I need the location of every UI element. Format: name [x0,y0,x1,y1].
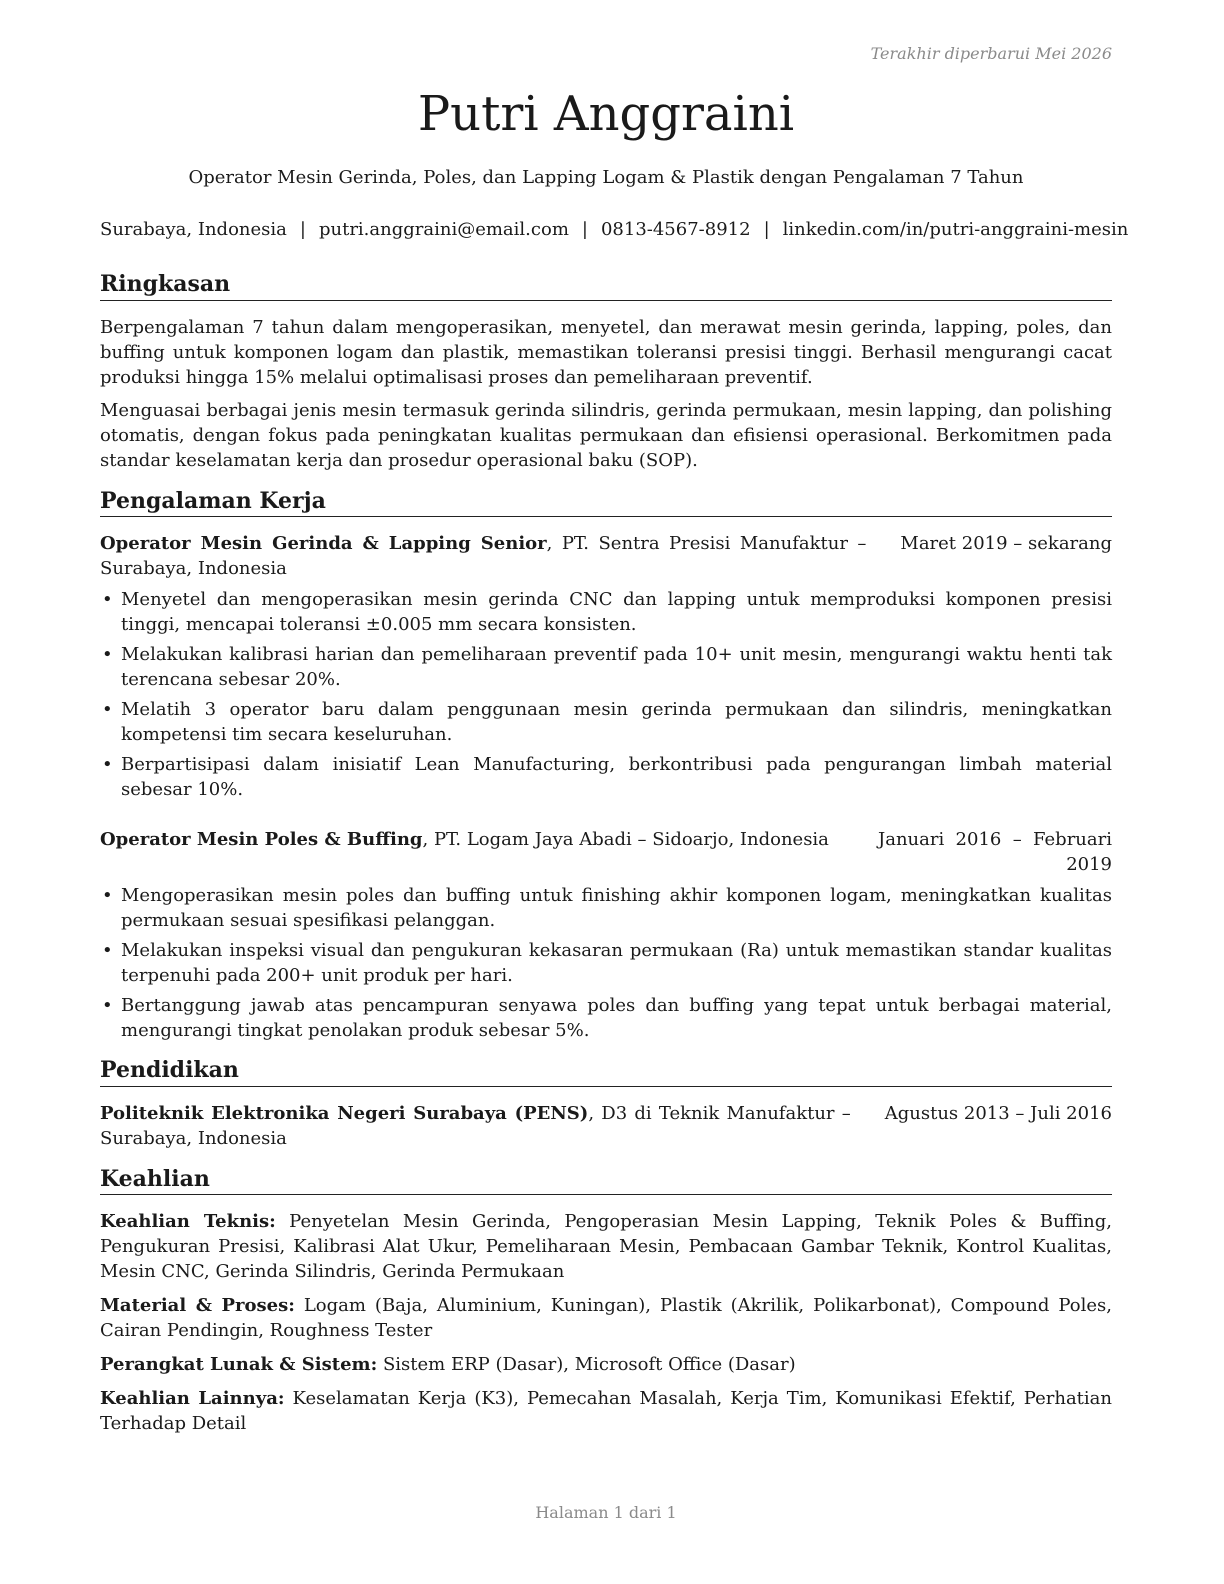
contact-email[interactable]: putri.anggraini@email.com [318,219,569,240]
job-company: , PT. Sentra Presisi Manufaktur – Surabaya, Indonesia [100,533,867,580]
job-header [100,827,1112,877]
job-bullet: • Berpartisipasi dalam inisiatif Lean Manufacturing, berkontribusi pada pengurangan limbah material sebesar 10%. [100,752,1112,802]
skill-group [100,1352,1112,1377]
summary-heading: Ringkasan [100,270,1112,301]
summary-paragraph: Berpengalaman 7 tahun dalam mengoperasikan, menyetel, dan merawat mesin gerinda, lapping, poles, dan buffing untuk komponen logam dan plastik, memastikan toleransi presisi tinggi. Berhasil mengurangi cacat produksi hingga 15% melalui optimalisasi proses dan pemeliharaan preventif. [100,316,1112,388]
resume-content [100,270,1112,1445]
contact-separator: | [581,219,588,240]
job-entry [100,827,1112,1043]
job-bullet: • Menyetel dan mengoperasikan mesin gerinda CNC dan lapping untuk memproduksi komponen presisi tinggi, mencapai toleransi ±0.005 mm secara konsisten. [100,587,1112,637]
skill-group [100,1209,1112,1284]
contact-line [100,219,1129,240]
job-dates: Maret 2019 – sekarang [900,533,1112,555]
contact-separator: | [299,219,306,240]
resume-page [100,0,1129,1584]
job-entry [100,531,1112,802]
skill-group-label: Perangkat Lunak & Sistem: [100,1354,378,1376]
skill-group [100,1293,1112,1343]
education-dates: Agustus 2013 – Juli 2016 [884,1102,1112,1124]
job-company: , PT. Logam Jaya Abadi – Sidoarjo, Indonesia [422,829,829,851]
skill-group-label: Keahlian Teknis: [100,1211,276,1233]
contact-separator: | [763,219,770,240]
summary-section [100,270,1112,473]
job-bullets [100,587,1112,802]
page-number: Halaman 1 dari 1 [535,1503,677,1522]
education-heading: Pendidikan [100,1056,1112,1087]
experience-heading: Pengalaman Kerja [100,487,1112,518]
contact-location: Surabaya, Indonesia [100,219,287,240]
education-entry [100,1101,1112,1151]
education-school: Politeknik Elektronika Negeri Surabaya (PENS) [100,1102,589,1124]
job-header [100,531,1112,581]
experience-section [100,487,1112,1044]
skill-group-text: Keselamatan Kerja (K3), Pemecahan Masalah, Kerja Tim, Komunikasi Efektif, Perhatian Terhadap Detail [100,1388,1112,1435]
skill-group-text: Sistem ERP (Dasar), Microsoft Office (Dasar) [377,1354,796,1376]
skills-heading: Keahlian [100,1165,1112,1196]
job-bullet: • Bertanggung jawab atas pencampuran senyawa poles dan buffing yang tepat untuk berbagai material, mengurangi tingkat penolakan produk sebesar 5%. [100,993,1112,1043]
education-detail: , D3 di Teknik Manufaktur – Surabaya, Indonesia [100,1102,851,1149]
skills-section [100,1165,1112,1437]
skill-group-text: Penyetelan Mesin Gerinda, Pengoperasian Mesin Lapping, Teknik Poles & Buffing, Pengukuran Presisi, Kalibrasi Alat Ukur, Pemeliharaan Mesin, Pembacaan Gambar Teknik, Kontrol Kualitas, Mesin CNC, Gerinda Silindris, Gerinda Permukaan [100,1211,1112,1283]
job-dates: Januari 2016 – Februari 2019 [878,829,1112,876]
job-bullet: • Melatih 3 operator baru dalam penggunaan mesin gerinda permukaan dan silindris, meningkatkan kompetensi tim secara keseluruhan. [100,697,1112,747]
summary-paragraph: Menguasai berbagai jenis mesin termasuk gerinda silindris, gerinda permukaan, mesin lapping, dan polishing otomatis, dengan fokus pada peningkatan kualitas permukaan dan efisiensi operasional. Berkomitmen pada standar keselamatan kerja dan prosedur operasional baku (SOP). [100,399,1112,471]
candidate-tagline: Operator Mesin Gerinda, Poles, dan Lapping Logam & Plastik dengan Pengalaman 7 Tahun [188,167,1024,188]
skill-group-text: Logam (Baja, Aluminium, Kuningan), Plastik (Akrilik, Polikarbonat), Compound Poles, Cairan Pendingin, Roughness Tester [100,1295,1112,1342]
education-section [100,1056,1112,1151]
skill-group [100,1386,1112,1436]
contact-phone: 0813-4567-8912 [600,219,751,240]
job-role: Operator Mesin Poles & Buffing [100,829,423,851]
candidate-name: Putri Anggraini [417,86,795,142]
last-updated-note: Terakhir diperbarui Mei 2026 [870,44,1112,63]
job-bullets [100,883,1112,1043]
job-role: Operator Mesin Gerinda & Lapping Senior [100,533,547,555]
contact-linkedin[interactable]: linkedin.com/in/putri-anggraini-mesin [782,219,1129,240]
skill-group-label: Keahlian Lainnya: [100,1388,285,1410]
skill-group-label: Material & Proses: [100,1295,295,1317]
job-bullet: • Melakukan inspeksi visual dan pengukuran kekasaran permukaan (Ra) untuk memastikan standar kualitas terpenuhi pada 200+ unit produk per hari. [100,938,1112,988]
job-bullet: • Mengoperasikan mesin poles dan buffing untuk finishing akhir komponen logam, meningkatkan kualitas permukaan sesuai spesifikasi pelanggan. [100,883,1112,933]
job-bullet: • Melakukan kalibrasi harian dan pemeliharaan preventif pada 10+ unit mesin, mengurangi waktu henti tak terencana sebesar 20%. [100,642,1112,692]
